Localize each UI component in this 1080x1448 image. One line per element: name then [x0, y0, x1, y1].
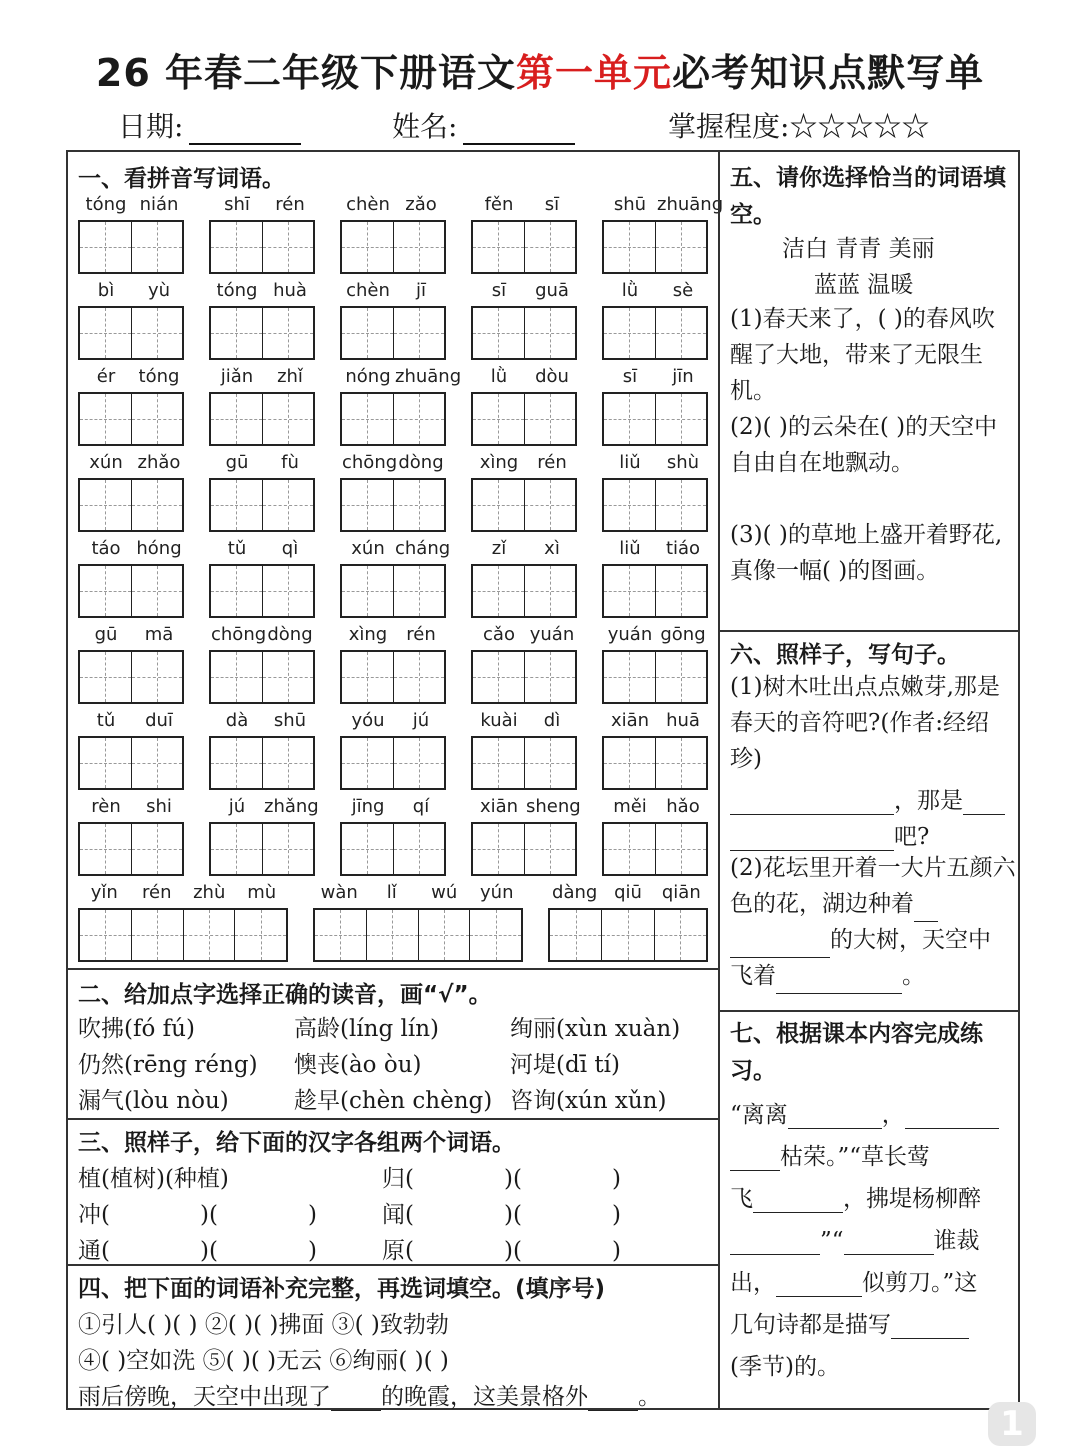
pinyin-label: shi [146, 796, 172, 817]
pinyin-label: zhǎo [137, 452, 181, 473]
s7-l2: 枯荣。”“草长莺 [730, 1138, 930, 1171]
pinyin-label: lǐ [386, 882, 397, 903]
pinyin-label: ér [96, 366, 116, 387]
s7-title: 七、根据课本内容完成练习。 [730, 1021, 983, 1084]
s2-item[interactable]: 趁早(chèn chèng) [294, 1088, 493, 1114]
writing-box[interactable] [209, 564, 315, 618]
writing-box[interactable] [78, 564, 184, 618]
pinyin-label: lǜ [490, 366, 508, 387]
mastery-label: 掌握程度: [668, 110, 790, 143]
pinyin-label: xiān [479, 796, 519, 817]
pinyin-label: mā [144, 624, 174, 645]
pinyin-label: yuán [607, 624, 653, 645]
writing-box[interactable] [340, 392, 446, 446]
s7-blank7[interactable] [776, 1274, 862, 1297]
writing-box[interactable] [209, 306, 315, 360]
pinyin-label: gū [94, 624, 118, 645]
writing-box[interactable] [209, 822, 315, 876]
s6-blank3[interactable] [730, 828, 894, 851]
left-panel [66, 150, 724, 1410]
writing-box[interactable] [78, 392, 184, 446]
pinyin-label: xì [544, 538, 560, 559]
writing-box[interactable] [471, 392, 577, 446]
pinyin-label: jú [412, 710, 430, 731]
s7-l3: 飞 ，拂堤杨柳醉 [730, 1186, 981, 1212]
pinyin-label: zhǐ [277, 366, 303, 387]
writing-box[interactable] [602, 822, 708, 876]
writing-box[interactable] [602, 306, 708, 360]
pinyin-label: wàn [320, 882, 358, 903]
writing-box[interactable] [78, 306, 184, 360]
writing-box[interactable] [313, 908, 523, 962]
pinyin-label: rén [142, 882, 172, 903]
pinyin-label: huà [273, 280, 307, 301]
divider [720, 1010, 1018, 1012]
pinyin-label: jīng [351, 796, 385, 817]
writing-box[interactable] [340, 736, 446, 790]
s3-example: 植(植树)(种植) [78, 1166, 229, 1192]
writing-box[interactable] [340, 650, 446, 704]
writing-box[interactable] [340, 478, 446, 532]
date-blank[interactable] [189, 115, 301, 145]
s6-blank1[interactable] [730, 792, 894, 815]
date-field[interactable] [118, 105, 301, 145]
s5-words2: 蓝蓝 温暖 [814, 272, 914, 298]
s4-blank1[interactable] [331, 1388, 381, 1411]
pinyin-label: rén [275, 194, 305, 215]
s3-row-chong[interactable]: 冲( )( ) [78, 1202, 317, 1228]
writing-box[interactable] [471, 822, 577, 876]
writing-box[interactable] [209, 650, 315, 704]
writing-box[interactable] [78, 220, 184, 274]
pinyin-label: zǐ [491, 538, 507, 559]
s6-q1: (1)树木吐出点点嫩芽,那是春天的音符吧?(作者:经绍珍) [730, 674, 1000, 772]
pinyin-label: rén [406, 624, 436, 645]
divider [68, 1118, 718, 1120]
writing-box[interactable] [548, 908, 708, 962]
writing-box[interactable] [340, 822, 446, 876]
writing-box[interactable] [209, 392, 315, 446]
pinyin-label: shī [224, 194, 250, 215]
s2-item[interactable]: 懊丧(ào òu) [294, 1052, 422, 1078]
mastery-stars[interactable]: ☆☆☆☆☆ [789, 110, 930, 143]
s2-item[interactable]: 高龄(líng lín) [294, 1016, 440, 1042]
title-part2: 必考知识点默写单 [672, 51, 985, 95]
pinyin-label: yù [147, 280, 171, 301]
pinyin-label: yuán [529, 624, 575, 645]
s3-row-tong[interactable]: 通( )( ) [78, 1238, 317, 1264]
pinyin-label: měi [613, 796, 647, 817]
pinyin-label: shū [613, 194, 647, 215]
pinyin-label: jú [228, 796, 246, 817]
pinyin-label: shū [273, 710, 307, 731]
s3-title: 三、照样子，给下面的汉字各组两个词语。 [78, 1130, 515, 1156]
pinyin-label: yǐn [90, 882, 118, 903]
writing-box[interactable] [471, 564, 577, 618]
pinyin-label: shù [666, 452, 700, 473]
s6-fill2: 吧? [730, 818, 929, 851]
pinyin-label: rén [537, 452, 567, 473]
s7-blank4[interactable] [753, 1190, 843, 1213]
writing-box[interactable] [78, 478, 184, 532]
pinyin-label: táo [91, 538, 121, 559]
pinyin-label: xiān [610, 710, 650, 731]
pinyin-label: xún [351, 538, 385, 559]
pinyin-label: tǔ [227, 538, 247, 559]
page-number: 1 [988, 1402, 1036, 1446]
pinyin-label: jī [415, 280, 426, 301]
writing-box[interactable] [78, 908, 288, 962]
pinyin-label: tiáo [665, 538, 701, 559]
name-field[interactable] [392, 105, 575, 145]
pinyin-label: lǜ [621, 280, 639, 301]
pinyin-label: liǔ [619, 538, 641, 559]
pinyin-label: liǔ [619, 452, 641, 473]
pinyin-label: tóng [216, 280, 258, 301]
s2-item[interactable]: 河堤(dī tí) [510, 1052, 620, 1078]
name-label: 姓名: [392, 110, 458, 143]
pinyin-label: xìng [479, 452, 519, 473]
pinyin-label: kuài [480, 710, 518, 731]
s2-item[interactable]: 绚丽(xùn xuàn) [510, 1016, 681, 1042]
pinyin-label: fěn [484, 194, 514, 215]
pinyin-label: yóu [351, 710, 385, 731]
s4-title: 四、把下面的词语补充完整，再选词填空。(填序号) [78, 1276, 606, 1302]
pinyin-label: hóng [136, 538, 182, 559]
pinyin-label: gōng [660, 624, 706, 645]
pinyin-label: dòu [535, 366, 569, 387]
pinyin-label: xún [89, 452, 123, 473]
s6-blank6[interactable] [776, 971, 902, 994]
pinyin-label: jiǎn [220, 366, 254, 387]
s7-blank3[interactable] [730, 1148, 780, 1171]
pinyin-label: nián [139, 194, 179, 215]
page-title [0, 42, 1080, 97]
s7-l4: ”“ 谁裁 [730, 1222, 980, 1255]
s7-l5: 出， 似剪刀。”这 [730, 1270, 978, 1296]
s5-title: 五、请你选择恰当的词语填空。 [730, 165, 1006, 228]
divider [68, 968, 718, 970]
writing-box[interactable] [471, 478, 577, 532]
pinyin-label: bì [97, 280, 115, 301]
writing-box[interactable] [78, 736, 184, 790]
mastery-field [668, 105, 929, 145]
pinyin-label: zǎo [405, 194, 437, 215]
s4-line1[interactable]: ①引人( )( ) ②( )( )拂面 ③( )致勃勃 [78, 1312, 449, 1338]
title-highlight: 第一单元 [516, 51, 673, 95]
s2-item[interactable]: 仍然(rēng réng) [78, 1052, 258, 1078]
pinyin-label: zhǎng [264, 796, 319, 817]
writing-box[interactable] [602, 736, 708, 790]
pinyin-label: gū [225, 452, 249, 473]
pinyin-label: qì [281, 538, 299, 559]
s3-row-yuan[interactable]: 原( )( ) [382, 1238, 621, 1264]
pinyin-label: qiū [614, 882, 642, 903]
s5-q3[interactable]: (3)( )的草地上盛开着野花,真像一幅( )的图画。 [730, 522, 1003, 584]
pinyin-label: huā [666, 710, 700, 731]
writing-box[interactable] [340, 220, 446, 274]
s5-words1: 洁白 青青 美丽 [782, 236, 935, 262]
writing-box[interactable] [602, 478, 708, 532]
s7-blank1[interactable] [788, 1106, 882, 1129]
pinyin-label: sī [622, 366, 638, 387]
s4-line2[interactable]: ④( )空如洗 ⑤( )( )无云 ⑥绚丽( )( ) [78, 1348, 449, 1374]
writing-box[interactable] [78, 822, 184, 876]
s6-fill1: ，那是 [730, 782, 1005, 815]
writing-box[interactable] [602, 650, 708, 704]
s2-item[interactable]: 咨询(xún xǔn) [510, 1088, 667, 1114]
pinyin-label: chōng [211, 624, 267, 645]
writing-box[interactable] [602, 392, 708, 446]
name-blank[interactable] [463, 115, 575, 145]
s3-row-gui[interactable]: 归( )( ) [382, 1166, 621, 1192]
pinyin-label: sheng [526, 796, 581, 817]
s6-blank2[interactable] [963, 792, 1005, 815]
pinyin-label: tóng [138, 366, 180, 387]
s7-blank5[interactable] [730, 1232, 820, 1255]
s2-item[interactable]: 吹拂(fó fú) [78, 1016, 195, 1042]
s3-row-wen[interactable]: 闻( )( ) [382, 1202, 621, 1228]
s7-blank8[interactable] [891, 1316, 969, 1339]
pinyin-label: qiān [661, 882, 701, 903]
pinyin-label: yún [480, 882, 514, 903]
s7-blank6[interactable] [844, 1232, 934, 1255]
pinyin-label: zhuāng [657, 194, 724, 215]
writing-box[interactable] [209, 736, 315, 790]
pinyin-label: jīn [672, 366, 694, 387]
pinyin-label: xìng [348, 624, 388, 645]
writing-box[interactable] [209, 220, 315, 274]
pinyin-label: dòng [398, 452, 444, 473]
pinyin-label: tóng [85, 194, 127, 215]
s1-title: 一、看拼音写词语。 [78, 166, 285, 192]
pinyin-label: wú [431, 882, 458, 903]
writing-box[interactable] [209, 478, 315, 532]
info-line [0, 105, 1080, 145]
pinyin-label: cǎo [483, 624, 515, 645]
s7-l1: “离离 ， [730, 1096, 999, 1129]
pinyin-label: dòng [267, 624, 313, 645]
writing-box[interactable] [471, 220, 577, 274]
s7-l6: 几句诗都是描写 [730, 1306, 969, 1339]
date-label: 日期: [118, 110, 184, 143]
writing-box[interactable] [602, 564, 708, 618]
pinyin-label: rèn [91, 796, 121, 817]
writing-box[interactable] [471, 306, 577, 360]
pinyin-label: chèn [346, 280, 390, 301]
pinyin-label: dà [225, 710, 249, 731]
s2-item[interactable]: 漏气(lòu nòu) [78, 1088, 229, 1114]
pinyin-label: sè [672, 280, 694, 301]
pinyin-label: sī [491, 280, 507, 301]
pinyin-label: zhuāng [395, 366, 462, 387]
s7-l7: (季节)的。 [730, 1354, 840, 1380]
s4-line3: 雨后傍晚，天空中出现了 的晚霞，这美景格外 。 [78, 1384, 661, 1410]
pinyin-label: chōng [342, 452, 398, 473]
pinyin-label: zhù [193, 882, 226, 903]
pinyin-label: sī [544, 194, 560, 215]
writing-box[interactable] [340, 564, 446, 618]
right-panel [718, 150, 1020, 1410]
s6-blank5[interactable] [730, 935, 830, 958]
s6-q2: (2)花坛里开着一大片五颜六色的花，湖边种着 的大树，天空中 飞着 。 [730, 850, 1016, 994]
pinyin-label: duī [145, 710, 173, 731]
s6-title: 六、照样子，写句子。 [730, 642, 960, 668]
pinyin-label: hǎo [666, 796, 700, 817]
pinyin-label: qí [412, 796, 430, 817]
pinyin-label: dàng [552, 882, 598, 903]
divider [720, 630, 1018, 632]
s7-blank2[interactable] [905, 1106, 999, 1129]
pinyin-label: tǔ [96, 710, 116, 731]
s5-q1[interactable]: (1)春天来了，( )的春风吹醒了大地，带来了无限生机。 [730, 306, 995, 404]
s4-blank2[interactable] [588, 1388, 638, 1411]
title-part1: 26 年春二年级下册语文 [95, 51, 517, 95]
pinyin-label: chèn [346, 194, 390, 215]
writing-box[interactable] [471, 650, 577, 704]
pinyin-label: fù [281, 452, 299, 473]
s6-blank4[interactable] [914, 899, 938, 922]
writing-box[interactable] [602, 220, 708, 274]
pinyin-label: cháng [395, 538, 451, 559]
s2-title: 二、给加点字选择正确的读音，画“√”。 [78, 982, 492, 1008]
writing-box[interactable] [340, 306, 446, 360]
s5-q2[interactable]: (2)( )的云朵在( )的天空中自由自在地飘动。 [730, 414, 998, 476]
pinyin-label: nóng [345, 366, 391, 387]
pinyin-label: dì [543, 710, 561, 731]
pinyin-label: mù [247, 882, 277, 903]
divider [68, 1264, 718, 1266]
pinyin-label: guā [535, 280, 569, 301]
writing-box[interactable] [78, 650, 184, 704]
writing-box[interactable] [471, 736, 577, 790]
